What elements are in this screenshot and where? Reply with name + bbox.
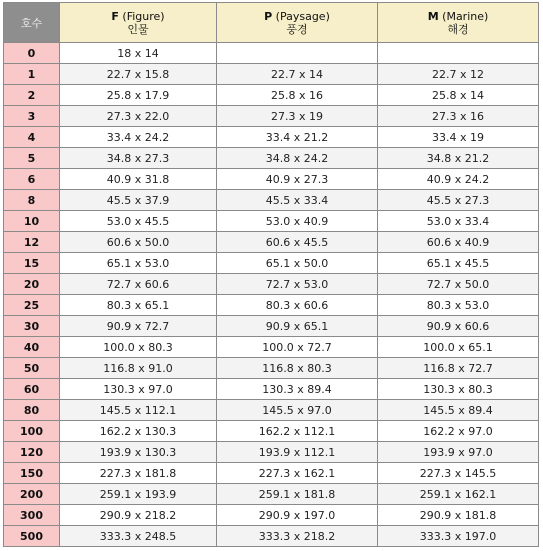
paysage-size-cell: 65.1 x 50.0: [217, 253, 378, 274]
marine-size-cell: 259.1 x 162.1: [378, 484, 539, 505]
marine-size-cell: 116.8 x 72.7: [378, 358, 539, 379]
table-row: [4, 484, 539, 505]
size-number-cell: 30: [4, 316, 60, 337]
table-row: [4, 64, 539, 85]
size-number-cell: 300: [4, 505, 60, 526]
header-figure-title: [60, 10, 216, 23]
figure-size-cell: 333.3 x 248.5: [60, 526, 217, 547]
size-number-cell: 5: [4, 148, 60, 169]
marine-size-cell: 100.0 x 65.1: [378, 337, 539, 358]
paysage-size-cell: 60.6 x 45.5: [217, 232, 378, 253]
paysage-size-cell: 116.8 x 80.3: [217, 358, 378, 379]
size-number-cell: 20: [4, 274, 60, 295]
paysage-size-cell: 72.7 x 53.0: [217, 274, 378, 295]
size-number-cell: 120: [4, 442, 60, 463]
figure-size-cell: 34.8 x 27.3: [60, 148, 217, 169]
size-number-cell: 4: [4, 127, 60, 148]
marine-size-cell: 80.3 x 53.0: [378, 295, 539, 316]
header-figure-letter: F: [111, 9, 119, 23]
marine-size-cell: 22.7 x 12: [378, 64, 539, 85]
marine-size-cell: 227.3 x 145.5: [378, 463, 539, 484]
canvas-size-table: [3, 2, 539, 547]
size-number-cell: 100: [4, 421, 60, 442]
size-number-cell: 25: [4, 295, 60, 316]
paysage-size-cell: 193.9 x 112.1: [217, 442, 378, 463]
header-figure-cell: [60, 3, 217, 43]
marine-size-cell: 333.3 x 197.0: [378, 526, 539, 547]
paysage-size-cell: 290.9 x 197.0: [217, 505, 378, 526]
marine-size-cell: [378, 43, 539, 64]
size-number-cell: 1: [4, 64, 60, 85]
marine-size-cell: 60.6 x 40.9: [378, 232, 539, 253]
table-row: [4, 358, 539, 379]
paysage-size-cell: 53.0 x 40.9: [217, 211, 378, 232]
figure-size-cell: 72.7 x 60.6: [60, 274, 217, 295]
figure-size-cell: 162.2 x 130.3: [60, 421, 217, 442]
table-row: [4, 169, 539, 190]
size-number-cell: 150: [4, 463, 60, 484]
paysage-size-cell: 27.3 x 19: [217, 106, 378, 127]
paysage-size-cell: 33.4 x 21.2: [217, 127, 378, 148]
size-number-cell: 6: [4, 169, 60, 190]
table-row: [4, 463, 539, 484]
marine-size-cell: 45.5 x 27.3: [378, 190, 539, 211]
paysage-size-cell: 333.3 x 218.2: [217, 526, 378, 547]
marine-size-cell: 290.9 x 181.8: [378, 505, 539, 526]
header-paysage-korean: 풍경: [286, 22, 308, 36]
size-number-cell: 200: [4, 484, 60, 505]
marine-size-cell: 40.9 x 24.2: [378, 169, 539, 190]
header-figure-korean: 인물: [127, 22, 149, 36]
figure-size-cell: 290.9 x 218.2: [60, 505, 217, 526]
table-row: [4, 421, 539, 442]
table-row: [4, 295, 539, 316]
size-number-cell: 12: [4, 232, 60, 253]
table-row: [4, 253, 539, 274]
header-marine-title: [378, 10, 538, 23]
paysage-size-cell: 25.8 x 16: [217, 85, 378, 106]
marine-size-cell: 193.9 x 97.0: [378, 442, 539, 463]
paysage-size-cell: 130.3 x 89.4: [217, 379, 378, 400]
table-row: [4, 127, 539, 148]
size-number-cell: 40: [4, 337, 60, 358]
paysage-size-cell: 80.3 x 60.6: [217, 295, 378, 316]
size-number-cell: 15: [4, 253, 60, 274]
figure-size-cell: 53.0 x 45.5: [60, 211, 217, 232]
header-marine-english: (Marine): [442, 9, 489, 23]
header-marine-letter: M: [427, 9, 439, 23]
paysage-size-cell: 90.9 x 65.1: [217, 316, 378, 337]
paysage-size-cell: 40.9 x 27.3: [217, 169, 378, 190]
table-row: [4, 85, 539, 106]
header-number-cell: 호수: [4, 3, 60, 43]
table-row: [4, 190, 539, 211]
size-number-cell: 0: [4, 43, 60, 64]
figure-size-cell: 116.8 x 91.0: [60, 358, 217, 379]
paysage-size-cell: 227.3 x 162.1: [217, 463, 378, 484]
figure-size-cell: 45.5 x 37.9: [60, 190, 217, 211]
table-row: [4, 400, 539, 421]
marine-size-cell: 90.9 x 60.6: [378, 316, 539, 337]
marine-size-cell: 162.2 x 97.0: [378, 421, 539, 442]
header-marine-cell: [378, 3, 539, 43]
figure-size-cell: 25.8 x 17.9: [60, 85, 217, 106]
table-row: [4, 106, 539, 127]
paysage-size-cell: [217, 43, 378, 64]
paysage-size-cell: 162.2 x 112.1: [217, 421, 378, 442]
table-row: [4, 211, 539, 232]
header-paysage-english: (Paysage): [275, 9, 330, 23]
header-figure-english: (Figure): [122, 9, 165, 23]
size-number-cell: 500: [4, 526, 60, 547]
marine-size-cell: 145.5 x 89.4: [378, 400, 539, 421]
size-number-cell: 80: [4, 400, 60, 421]
marine-size-cell: 65.1 x 45.5: [378, 253, 539, 274]
paysage-size-cell: 100.0 x 72.7: [217, 337, 378, 358]
marine-size-cell: 72.7 x 50.0: [378, 274, 539, 295]
table-row: [4, 505, 539, 526]
size-number-cell: 8: [4, 190, 60, 211]
table-row: [4, 526, 539, 547]
size-number-cell: 60: [4, 379, 60, 400]
marine-size-cell: 25.8 x 14: [378, 85, 539, 106]
paysage-size-cell: 45.5 x 33.4: [217, 190, 378, 211]
figure-size-cell: 18 x 14: [60, 43, 217, 64]
figure-size-cell: 130.3 x 97.0: [60, 379, 217, 400]
table-row: [4, 43, 539, 64]
header-paysage-cell: [217, 3, 378, 43]
paysage-size-cell: 34.8 x 24.2: [217, 148, 378, 169]
table-row: [4, 232, 539, 253]
figure-size-cell: 65.1 x 53.0: [60, 253, 217, 274]
header-row: [4, 3, 539, 43]
figure-size-cell: 259.1 x 193.9: [60, 484, 217, 505]
figure-size-cell: 33.4 x 24.2: [60, 127, 217, 148]
figure-size-cell: 193.9 x 130.3: [60, 442, 217, 463]
size-number-cell: 2: [4, 85, 60, 106]
figure-size-cell: 40.9 x 31.8: [60, 169, 217, 190]
figure-size-cell: 90.9 x 72.7: [60, 316, 217, 337]
figure-size-cell: 60.6 x 50.0: [60, 232, 217, 253]
figure-size-cell: 22.7 x 15.8: [60, 64, 217, 85]
marine-size-cell: 53.0 x 33.4: [378, 211, 539, 232]
marine-size-cell: 34.8 x 21.2: [378, 148, 539, 169]
table-row: [4, 148, 539, 169]
marine-size-cell: 33.4 x 19: [378, 127, 539, 148]
paysage-size-cell: 22.7 x 14: [217, 64, 378, 85]
table-row: [4, 442, 539, 463]
table-row: [4, 337, 539, 358]
figure-size-cell: 227.3 x 181.8: [60, 463, 217, 484]
size-number-cell: 50: [4, 358, 60, 379]
figure-size-cell: 27.3 x 22.0: [60, 106, 217, 127]
table-row: [4, 316, 539, 337]
table-row: [4, 274, 539, 295]
header-paysage-title: [217, 10, 377, 23]
paysage-size-cell: 145.5 x 97.0: [217, 400, 378, 421]
marine-size-cell: 130.3 x 80.3: [378, 379, 539, 400]
figure-size-cell: 145.5 x 112.1: [60, 400, 217, 421]
header-marine-korean: 해경: [447, 22, 469, 36]
paysage-size-cell: 259.1 x 181.8: [217, 484, 378, 505]
figure-size-cell: 80.3 x 65.1: [60, 295, 217, 316]
size-number-cell: 3: [4, 106, 60, 127]
figure-size-cell: 100.0 x 80.3: [60, 337, 217, 358]
header-paysage-letter: P: [264, 9, 273, 23]
table-row: [4, 379, 539, 400]
marine-size-cell: 27.3 x 16: [378, 106, 539, 127]
size-number-cell: 10: [4, 211, 60, 232]
